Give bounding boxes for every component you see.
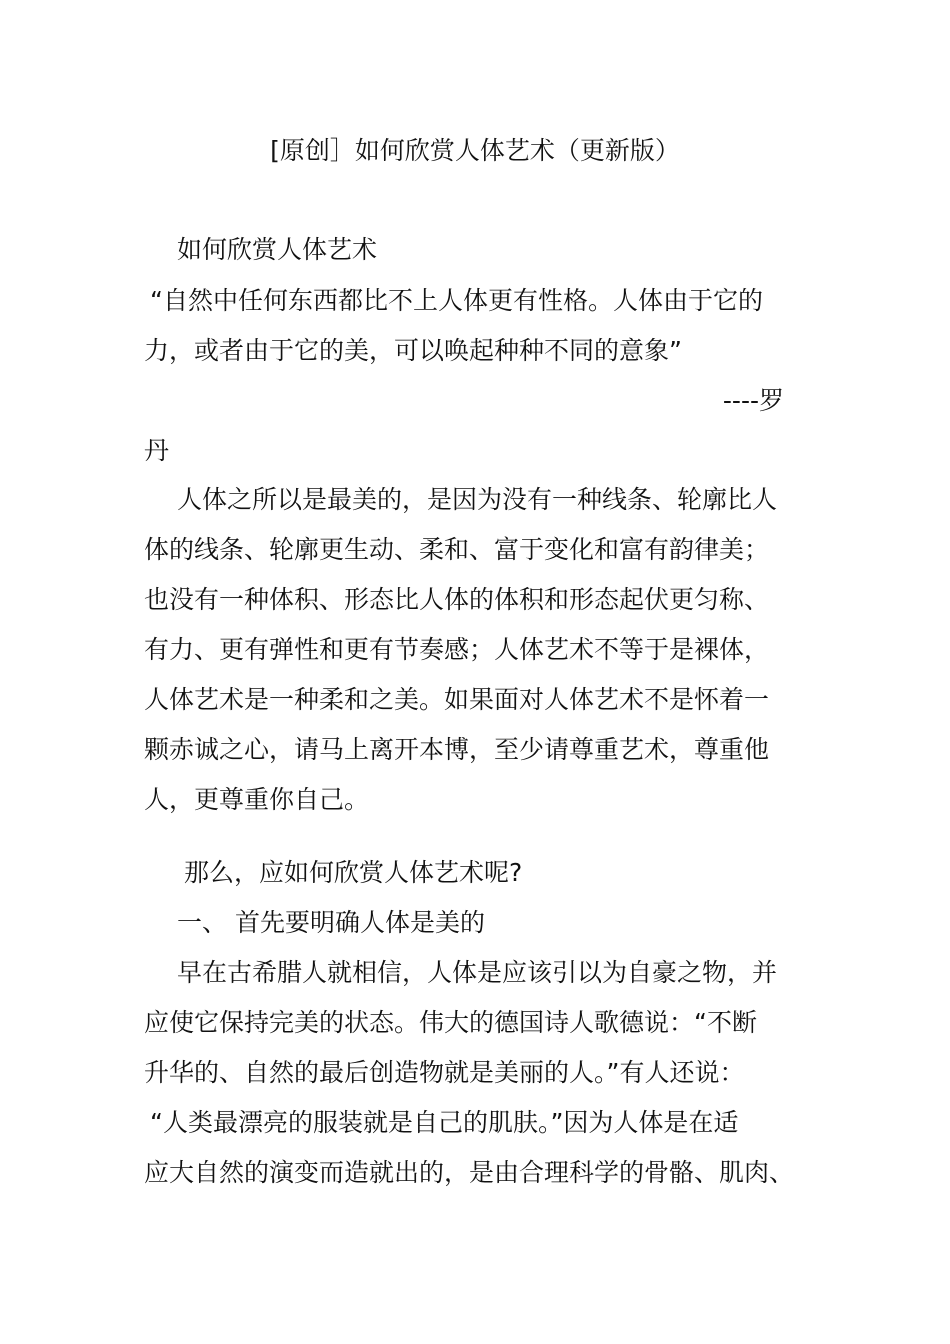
subheading: 如何欣赏人体艺术 bbox=[177, 235, 378, 264]
paragraph-line: 人，更尊重你自己。 bbox=[144, 785, 370, 814]
paragraph-line: 应大自然的演变而造就出的，是由合理科学的骨骼、肌肉、 bbox=[144, 1158, 795, 1187]
quote-line: “自然中任何东西都比不上人体更有性格。人体由于它的 bbox=[150, 286, 763, 315]
paragraph-line: 颗赤诚之心，请马上离开本博，至少请尊重艺术，尊重他 bbox=[144, 735, 770, 764]
paragraph-line: 也没有一种体积、形态比人体的体积和形态起伏更匀称、 bbox=[144, 585, 770, 614]
quote-attribution-continued: 丹 bbox=[144, 436, 170, 465]
question-line: 那么，应如何欣赏人体艺术呢? bbox=[184, 858, 523, 887]
paragraph-line: 升华的、自然的最后创造物就是美丽的人。”有人还说： bbox=[144, 1058, 745, 1087]
section-heading: 一、 首先要明确人体是美的 bbox=[177, 908, 485, 937]
quote-attribution: ----罗 bbox=[722, 386, 784, 415]
paragraph-line: 早在古希腊人就相信，人体是应该引以为自豪之物，并 bbox=[177, 958, 778, 987]
quote-line: 力，或者由于它的美，可以唤起种种不同的意象” bbox=[144, 336, 682, 365]
paragraph-line: 体的线条、轮廓更生动、柔和、富于变化和富有韵律美； bbox=[144, 535, 770, 564]
paragraph-line: 人体艺术是一种柔和之美。如果面对人体艺术不是怀着一 bbox=[144, 685, 770, 714]
paragraph-line: “人类最漂亮的服装就是自己的肌肤。”因为人体是在适 bbox=[150, 1108, 739, 1137]
paragraph-line: 有力、更有弹性和更有节奏感；人体艺术不等于是裸体， bbox=[144, 635, 770, 664]
paragraph-line: 应使它保持完美的状态。伟大的德国诗人歌德说：“不断 bbox=[144, 1008, 757, 1037]
paragraph-line: 人体之所以是最美的，是因为没有一种线条、轮廓比人 bbox=[177, 485, 778, 514]
document-title: [原创］如何欣赏人体艺术（更新版） bbox=[270, 136, 680, 165]
